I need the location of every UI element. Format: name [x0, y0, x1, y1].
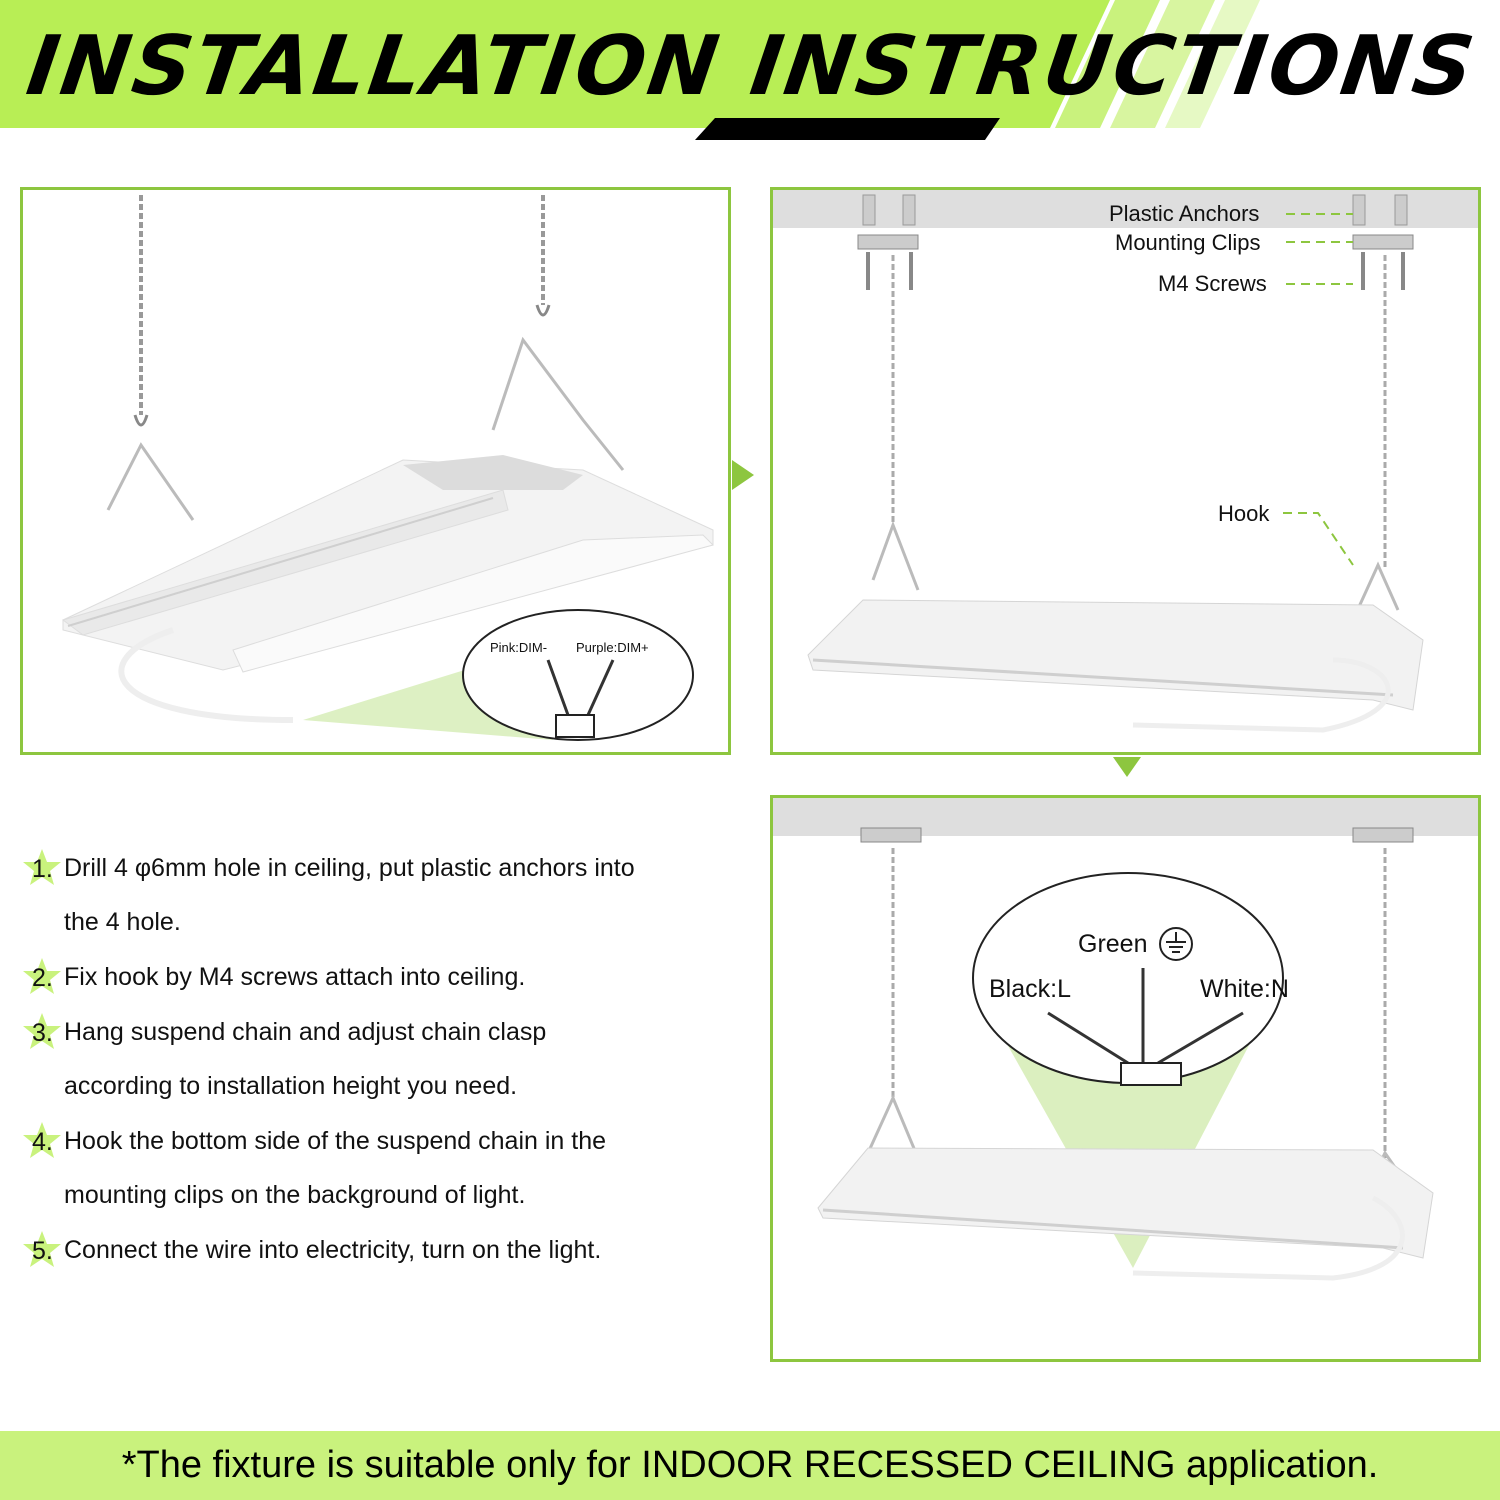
- ground-icon: [1158, 926, 1194, 967]
- mounting-illustration: [773, 190, 1478, 752]
- arrow-right-icon: [732, 460, 756, 495]
- star-icon: 3.: [20, 1012, 64, 1052]
- black-wire-label: Black:L: [989, 975, 1071, 1003]
- step-3-line-1: Hang suspend chain and adjust chain clasp: [64, 1018, 547, 1046]
- step-4-line-2: mounting clips on the background of light.: [64, 1181, 526, 1209]
- step-5-line-1: Connect the wire into electricity, turn on the light.: [64, 1236, 602, 1264]
- step-1: [20, 848, 750, 949]
- step-3-line-2: according to installation height you need.: [64, 1072, 518, 1100]
- fixture-illustration: [23, 190, 728, 752]
- white-wire-label: White:N: [1200, 975, 1289, 1003]
- m4-screws-label: M4 Screws: [1158, 271, 1267, 296]
- dim-minus-label: Pink:DIM-: [490, 640, 548, 655]
- step-2: [20, 957, 750, 1004]
- hook-label: Hook: [1218, 501, 1270, 526]
- star-icon: 2.: [20, 957, 64, 997]
- step-4: [20, 1121, 750, 1222]
- star-icon: 5.: [20, 1230, 64, 1270]
- mounting-clips-label: Mounting Clips: [1115, 230, 1261, 255]
- arrow-down-icon: [1113, 757, 1141, 784]
- step-5: [20, 1230, 750, 1277]
- panel-wiring: [770, 795, 1481, 1362]
- step-1-line-2: the 4 hole.: [64, 908, 181, 936]
- dim-plus-label: Purple:DIM+: [576, 640, 649, 655]
- panel-mounting-parts: [770, 187, 1481, 755]
- step-4-line-1: Hook the bottom side of the suspend chain in the: [64, 1127, 607, 1155]
- step-1-line-1: Drill 4 φ6mm hole in ceiling, put plastic anchors into: [64, 854, 635, 882]
- wiring-illustration: [773, 798, 1478, 1359]
- page-title: INSTALLATION INSTRUCTIONS: [21, 19, 1483, 114]
- step-2-line-1: Fix hook by M4 screws attach into ceiling.: [64, 963, 526, 991]
- star-icon: 1.: [20, 848, 64, 888]
- green-wire-label: Green: [1078, 930, 1148, 958]
- step-3: [20, 1012, 750, 1113]
- panel-fixture-overview: [20, 187, 731, 755]
- instruction-steps: [20, 848, 750, 1285]
- plastic-anchors-label: Plastic Anchors: [1109, 201, 1260, 226]
- star-icon: 4.: [20, 1121, 64, 1161]
- footer-note: *The fixture is suitable only for INDOOR RECESSED CEILING application.: [121, 1444, 1379, 1486]
